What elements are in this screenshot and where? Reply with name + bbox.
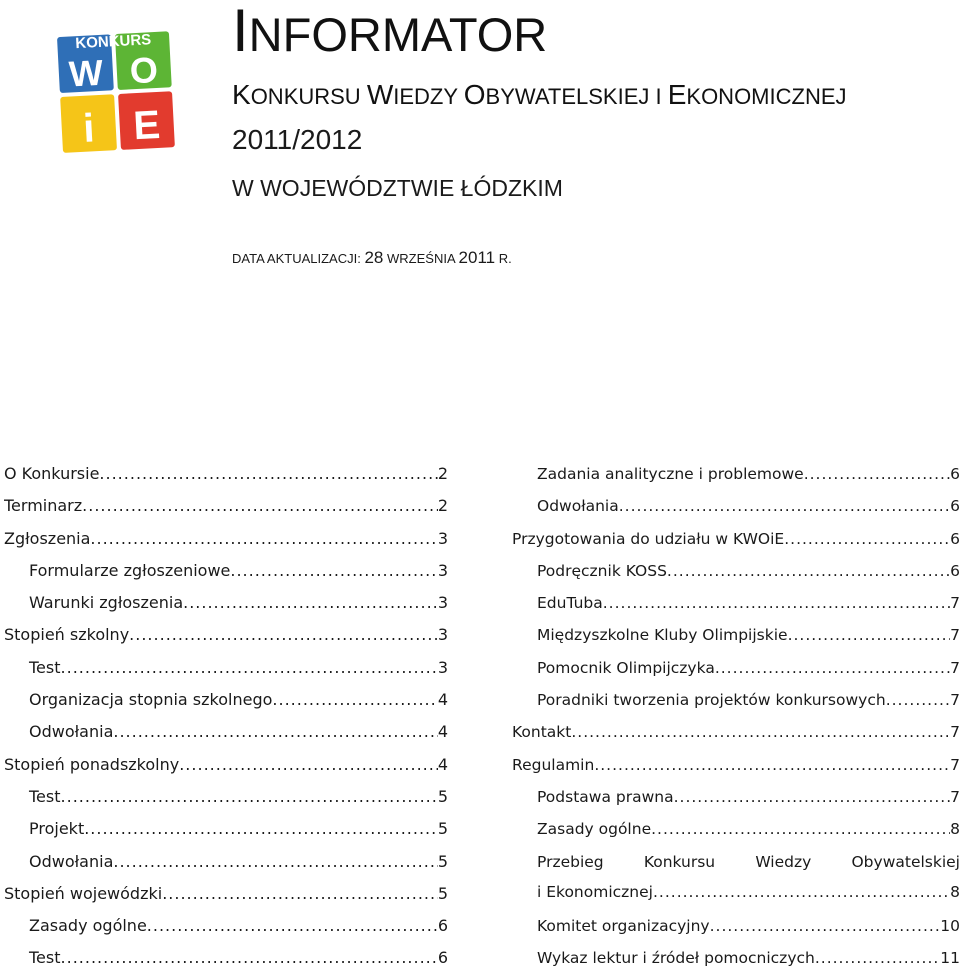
toc-entry-page: 2 (437, 464, 448, 483)
toc-entry[interactable] (512, 914, 960, 946)
toc-entry-title: Zasady ogólne (29, 916, 147, 936)
toc-dot-leader (113, 720, 437, 744)
toc-entry-title-line2 (537, 880, 960, 915)
toc-entry-page: 6 (950, 465, 960, 483)
toc-entry-title: Międzyszkolne Kluby Olimpijskie (537, 626, 788, 645)
toc-entry-page: 4 (437, 722, 448, 742)
toc-entry-title: Formularze zgłoszeniowe (29, 560, 231, 580)
document-subtitle (232, 80, 847, 112)
logo-letter-o: O (128, 48, 159, 92)
toc-entry[interactable] (4, 817, 448, 849)
toc-entry-page: 7 (950, 691, 960, 710)
toc-entry[interactable] (4, 623, 448, 655)
school-year: 2011/2012 (232, 124, 363, 155)
update-year: 2011 (458, 248, 496, 267)
subtitle-word-2: IEDZY (393, 84, 464, 109)
toc-entry-page: 4 (437, 754, 448, 774)
toc-entry-page: 7 (950, 626, 960, 645)
toc-dot-leader (113, 850, 437, 874)
toc-dot-leader (674, 785, 951, 809)
subtitle-word-1: ONKURSU (250, 84, 367, 109)
toc-entry[interactable] (512, 785, 960, 817)
toc-entry-title: Terminarz (4, 496, 83, 516)
toc-entry[interactable] (4, 462, 448, 494)
update-day: 28 (364, 248, 384, 267)
toc-entry[interactable] (4, 688, 448, 720)
toc-entry-title: Podstawa prawna (537, 787, 674, 806)
region-heading: W WOJEWÓDZTWIE ŁÓDZKIM (232, 175, 563, 201)
toc-entry-word: Wiedzy (755, 852, 812, 871)
toc-entry-word: Przebieg (537, 852, 604, 871)
toc-dot-leader (272, 688, 437, 712)
toc-entry-page: 6 (437, 948, 448, 968)
toc-entry-page: 7 (950, 787, 960, 806)
toc-entry-title: Warunki zgłoszenia (29, 593, 184, 613)
toc-dot-leader (715, 656, 950, 680)
toc-entry[interactable] (512, 462, 960, 494)
toc-entry-title: Komitet organizacyjny (537, 917, 710, 936)
toc-entry-page: 8 (950, 882, 960, 901)
toc-left-column (4, 462, 448, 979)
toc-entry-page: 4 (437, 690, 448, 710)
toc-dot-leader (147, 914, 438, 938)
toc-dot-leader (82, 494, 438, 518)
toc-dot-leader (90, 527, 437, 551)
logo-letter-w: W (67, 51, 104, 95)
toc-dot-leader (571, 720, 950, 744)
toc-dot-leader (99, 462, 437, 486)
subtitle-word-4: KONOMICZNEJ (686, 84, 847, 109)
toc-entry-title: EduTuba (537, 594, 603, 613)
toc-entry-page: 3 (437, 593, 448, 613)
toc-entry-page: 5 (437, 819, 448, 839)
toc-entry[interactable] (512, 623, 960, 655)
contest-logo (56, 28, 180, 158)
toc-right-column (512, 462, 960, 979)
subtitle-cap-3: O (463, 79, 486, 110)
subtitle-word-3: BYWATELSKIEJ I (485, 84, 668, 109)
toc-dot-leader (651, 817, 950, 841)
toc-entry-title: Zadania analityczne i problemowe (537, 465, 804, 483)
toc-entry-page: 11 (940, 949, 960, 968)
toc-entry-title: Test (29, 657, 61, 677)
toc-entry-title: Stopień ponadszkolny (4, 754, 180, 774)
toc-entry-page: 6 (950, 497, 960, 516)
subtitle-cap-4: E (667, 79, 687, 110)
toc-entry[interactable] (4, 527, 448, 559)
toc-entry-title: Stopień wojewódzki (4, 883, 163, 903)
toc-entry-title: Pomocnik Olimpijczyka (537, 658, 715, 677)
toc-dot-leader (815, 946, 940, 970)
subtitle-cap-2: W (366, 79, 394, 110)
toc-entry-title: O Konkursie (4, 464, 100, 483)
title-rest: NFORMATOR (248, 8, 548, 61)
toc-entry[interactable] (4, 559, 448, 591)
toc-dot-leader (594, 753, 950, 777)
toc-entry[interactable] (512, 720, 960, 752)
toc-entry-page: 6 (437, 916, 448, 936)
toc-entry[interactable] (512, 850, 960, 915)
toc-entry-title: Zgłoszenia (4, 528, 91, 548)
toc-entry-page: 10 (940, 917, 960, 936)
update-month: WRZEŚNIA (387, 251, 455, 266)
toc-dot-leader (183, 591, 438, 615)
toc-entry-title: Test (29, 786, 61, 806)
toc-entry-page: 5 (437, 883, 448, 903)
toc-entry-title: Odwołania (537, 497, 619, 516)
toc-entry[interactable] (4, 656, 448, 688)
subtitle-cap-1: K (232, 79, 251, 110)
toc-entry-page: 7 (950, 755, 960, 774)
toc-entry-title: Projekt (29, 819, 85, 839)
toc-entry-page: 6 (950, 561, 960, 580)
toc-entry-page: 7 (950, 723, 960, 742)
logo-letter-i: i (82, 106, 96, 151)
toc-dot-leader (84, 817, 438, 841)
toc-entry[interactable] (4, 720, 448, 752)
toc-entry[interactable] (4, 882, 448, 914)
toc-entry[interactable] (4, 591, 448, 623)
toc-dot-leader (667, 559, 950, 583)
toc-entry[interactable] (512, 946, 960, 978)
toc-entry-page: 5 (437, 851, 448, 871)
toc-dot-leader (230, 559, 437, 583)
toc-entry[interactable] (4, 914, 448, 946)
document-title (232, 0, 547, 66)
toc-entry-page: 5 (437, 786, 448, 806)
toc-entry-page: 6 (950, 529, 960, 548)
toc-entry-title: Kontakt (512, 723, 572, 742)
toc-entry-title: Przygotowania do udziału w KWOiE (512, 529, 785, 548)
toc-entry-title: Regulamin (512, 755, 595, 774)
toc-entry-page: 8 (950, 820, 960, 839)
toc-entry-title: Test (29, 948, 61, 968)
update-suffix: R. (498, 251, 512, 266)
toc-entry[interactable] (512, 494, 960, 526)
toc-dot-leader (619, 494, 950, 518)
toc-entry-title: Organizacja stopnia szkolnego (29, 690, 273, 710)
toc-entry[interactable] (512, 753, 960, 785)
toc-dot-leader (653, 880, 950, 904)
toc-entry-page: 7 (950, 658, 960, 677)
toc-dot-leader (61, 785, 438, 809)
kwoie-logo-icon (56, 28, 180, 158)
toc-dot-leader (784, 527, 950, 551)
toc-entry-title: Stopień szkolny (4, 625, 130, 645)
toc-entry-word: Obywatelskiej (851, 852, 960, 871)
toc-dot-leader (162, 882, 438, 906)
toc-entry[interactable] (4, 753, 448, 785)
toc-entry-title: Odwołania (29, 722, 114, 742)
toc-entry[interactable] (512, 559, 960, 591)
toc-entry[interactable] (4, 494, 448, 526)
toc-entry-title: Poradniki tworzenia projektów konkursowych (537, 691, 886, 710)
toc-entry[interactable] (4, 946, 448, 978)
toc-entry[interactable] (4, 850, 448, 882)
toc-entry-title-line1 (537, 850, 960, 880)
toc-entry[interactable] (512, 817, 960, 849)
toc-entry-title: Podręcznik KOSS (537, 561, 667, 580)
toc-dot-leader (886, 688, 950, 712)
toc-entry-page: 2 (437, 496, 448, 516)
toc-dot-leader (603, 591, 950, 615)
toc-entry-page: 3 (437, 560, 448, 580)
toc-dot-leader (129, 623, 438, 647)
toc-dot-leader (710, 914, 941, 938)
update-date (232, 248, 512, 269)
update-label: DATA AKTUALIZACJI: (232, 251, 361, 266)
toc-dot-leader (179, 753, 438, 777)
toc-entry-title: Zasady ogólne (537, 820, 652, 839)
toc-entry-page: 3 (437, 625, 448, 645)
toc-entry-page: 3 (437, 528, 448, 548)
toc-entry-page: 7 (950, 594, 960, 613)
toc-dot-leader (804, 462, 950, 486)
toc-entry[interactable] (512, 591, 960, 623)
toc-entry-title: i Ekonomicznej (537, 882, 653, 901)
logo-top-text: KONKURS (74, 31, 152, 53)
toc-dot-leader (788, 623, 951, 647)
toc-entry-title: Wykaz lektur i źródeł pomocniczych (537, 949, 815, 968)
toc-entry[interactable] (512, 527, 960, 559)
toc-dot-leader (61, 656, 438, 680)
toc-entry-title: Odwołania (29, 851, 114, 871)
logo-letter-e: E (132, 102, 162, 149)
title-initial: I (232, 0, 249, 64)
toc-entry[interactable] (512, 656, 960, 688)
toc-entry[interactable] (512, 688, 960, 720)
toc-entry-page: 3 (437, 657, 448, 677)
toc-dot-leader (61, 946, 438, 970)
toc-entry[interactable] (4, 785, 448, 817)
toc-entry-word: Konkursu (643, 852, 716, 871)
